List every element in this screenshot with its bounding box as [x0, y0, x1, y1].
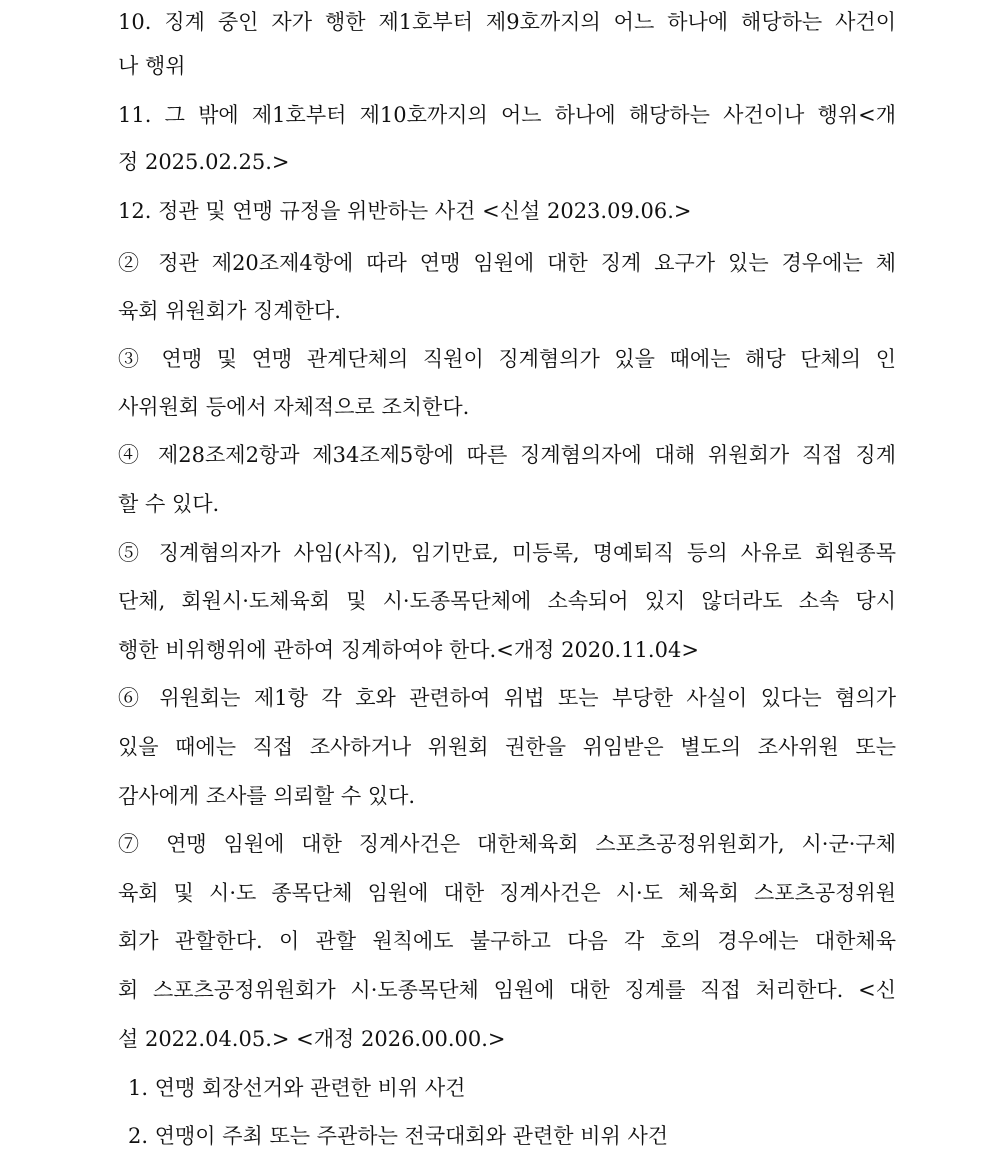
text-line: ⑤ 징계혐의자가 사임(사직), 임기만료, 미등록, 명예퇴직 등의 사유로 회원종목 [118, 541, 896, 565]
text-line: 10. 징계 중인 자가 행한 제1호부터 제9호까지의 어느 하나에 해당하는 사건이 [118, 10, 896, 34]
text-line: 설 2022.04.05.> <개정 2026.00.00.> [118, 1027, 506, 1051]
list-item: 1. 연맹 회장선거와 관련한 비위 사건 [128, 1076, 466, 1100]
list-item: 2. 연맹이 주최 또는 주관하는 전국대회와 관련한 비위 사건 [128, 1124, 669, 1148]
text-line: 회가 관할한다. 이 관할 원칙에도 불구하고 다음 각 호의 경우에는 대한체육 [118, 929, 896, 953]
text-line: 회 스포츠공정위원회가 시·도종목단체 임원에 대한 징계를 직접 처리한다. <신 [118, 978, 896, 1002]
text-line: 12. 정관 및 연맹 규정을 위반하는 사건 <신설 2023.09.06.> [118, 199, 692, 223]
text-line: 사위원회 등에서 자체적으로 조치한다. [118, 395, 470, 419]
text-line: 육회 위원회가 징계한다. [118, 299, 341, 323]
text-line: 단체, 회원시·도체육회 및 시·도종목단체에 소속되어 있지 않더라도 소속 당시 [118, 589, 896, 613]
text-line: 행한 비위행위에 관하여 징계하여야 한다.<개정 2020.11.04> [118, 638, 699, 662]
text-line: ③ 연맹 및 연맹 관계단체의 직원이 징계혐의가 있을 때에는 해당 단체의 인 [118, 347, 896, 371]
text-line: 나 행위 [118, 54, 186, 78]
text-line: 육회 및 시·도 종목단체 임원에 대한 징계사건은 시·도 체육회 스포츠공정위원 [118, 881, 896, 905]
text-line: ⑦ 연맹 임원에 대한 징계사건은 대한체육회 스포츠공정위원회가, 시·군·구체 [118, 832, 896, 856]
text-line: 있을 때에는 직접 조사하거나 위원회 권한을 위임받은 별도의 조사위원 또는 [118, 735, 896, 759]
text-line: 정 2025.02.25.> [118, 150, 290, 174]
text-line: ⑥ 위원회는 제1항 각 호와 관련하여 위법 또는 부당한 사실이 있다는 혐의가 [118, 686, 896, 710]
text-line: 할 수 있다. [118, 492, 220, 516]
text-line: 11. 그 밖에 제1호부터 제10호까지의 어느 하나에 해당하는 사건이나 행위<개 [118, 103, 896, 127]
text-line: 감사에게 조사를 의뢰할 수 있다. [118, 784, 416, 808]
text-line: ② 정관 제20조제4항에 따라 연맹 임원에 대한 징계 요구가 있는 경우에는 체 [118, 251, 896, 275]
text-line: ④ 제28조제2항과 제34조제5항에 따른 징계혐의자에 대해 위원회가 직접 징계 [118, 443, 896, 467]
